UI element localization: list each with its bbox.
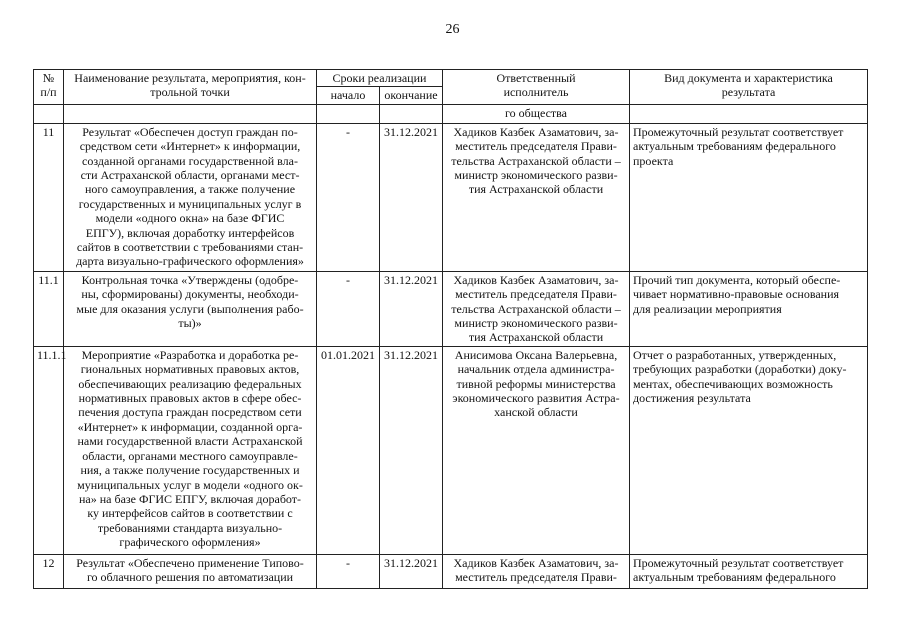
- row-end: 31.12.2021: [380, 346, 443, 554]
- header-responsible: Ответственный исполнитель: [443, 70, 630, 105]
- row-name: Результат «Обеспечен доступ граждан по- средством сети «Интернет» к информации, созданной органами государственной вла- сти Астраханской области, органами мест- ного самоуправления, а также получение государственных и муниципальных услуг в модели «одного окна» на базе ФГИС ЕПГУ), включая доработку интерфейсов сайтов в соответствии с требованиями стан- дарта визуально-графического оформления»: [64, 123, 317, 271]
- header-number: № п/п: [34, 70, 64, 105]
- row-document: Прочий тип документа, который обеспе- чивает нормативно-правовые основания для реализации мероприятия: [630, 271, 868, 346]
- row-number: 12: [34, 554, 64, 588]
- row-start: 01.01.2021: [317, 346, 380, 554]
- header-document: Вид документа и характеристика результата: [630, 70, 868, 105]
- page-number: 26: [445, 22, 460, 37]
- row-document: Отчет о разработанных, утвержденных, требующих разработки (доработки) доку- ментах, обеспечивающих возможность достижения результата: [630, 346, 868, 554]
- row-number: 11.1: [34, 271, 64, 346]
- row-name: Мероприятие «Разработка и доработка ре- гиональных нормативных правовых актов, обеспечивающих реализацию федеральных нормативных правовых актов в сфере обес- печения доступа граждан посредством сети «Интернет» к информации, созданной орга- нами государственной власти Астраханской области, органами местного самоуправле- ния, а также получение государственных и муниципальных услуг в модели «одного ок- на» на базе ФГИС ЕПГУ, включая доработ- ку интерфейсов сайтов в соответствии с требованиями стандарта визуально- графического оформления»: [64, 346, 317, 554]
- row-number: 11: [34, 123, 64, 271]
- row-name: Контрольная точка «Утверждены (одобре- ны, сформированы) документы, необходи- мые для оказания услуги (выполнения рабо- ты)»: [64, 271, 317, 346]
- plan-table: [33, 69, 868, 589]
- row-document: Промежуточный результат соответствует актуальным требованиям федерального: [630, 554, 868, 588]
- header-terms: Сроки реализации: [317, 70, 443, 87]
- row-responsible: Хадиков Казбек Азаматович, за- меститель председателя Прави- тельства Астраханской области – министр экономического разви- тия Астраханской области: [443, 271, 630, 346]
- header-end: окончание: [380, 87, 443, 104]
- table-row: [34, 271, 868, 346]
- table-row: [34, 123, 868, 271]
- table-row: [34, 554, 868, 588]
- header-name: Наименование результата, мероприятия, кон- трольной точки: [64, 70, 317, 105]
- row-end: 31.12.2021: [380, 554, 443, 588]
- row-responsible: Хадиков Казбек Азаматович, за- меститель председателя Прави- тельства Астраханской области – министр экономического разви- тия Астраханской области: [443, 123, 630, 271]
- row-start: -: [317, 554, 380, 588]
- row-responsible: Анисимова Оксана Валерьевна, начальник отдела администра- тивной реформы министерства экономического развития Астра- ханской области: [443, 346, 630, 554]
- row-responsible: Хадиков Казбек Азаматович, за- меститель председателя Прави-: [443, 554, 630, 588]
- header-start: начало: [317, 87, 380, 104]
- row-start: -: [317, 271, 380, 346]
- table-row: [34, 346, 868, 554]
- row-name: Результат «Обеспечено применение Типово- го облачного решения по автоматизации: [64, 554, 317, 588]
- row-document: Промежуточный результат соответствует актуальным требованиям федерального проекта: [630, 123, 868, 271]
- row-end: 31.12.2021: [380, 271, 443, 346]
- continuation-text: го общества: [443, 104, 630, 123]
- row-start: -: [317, 123, 380, 271]
- header-row: [34, 70, 868, 87]
- continuation-row: [34, 104, 868, 123]
- row-end: 31.12.2021: [380, 123, 443, 271]
- row-number: 11.1.1: [34, 346, 64, 554]
